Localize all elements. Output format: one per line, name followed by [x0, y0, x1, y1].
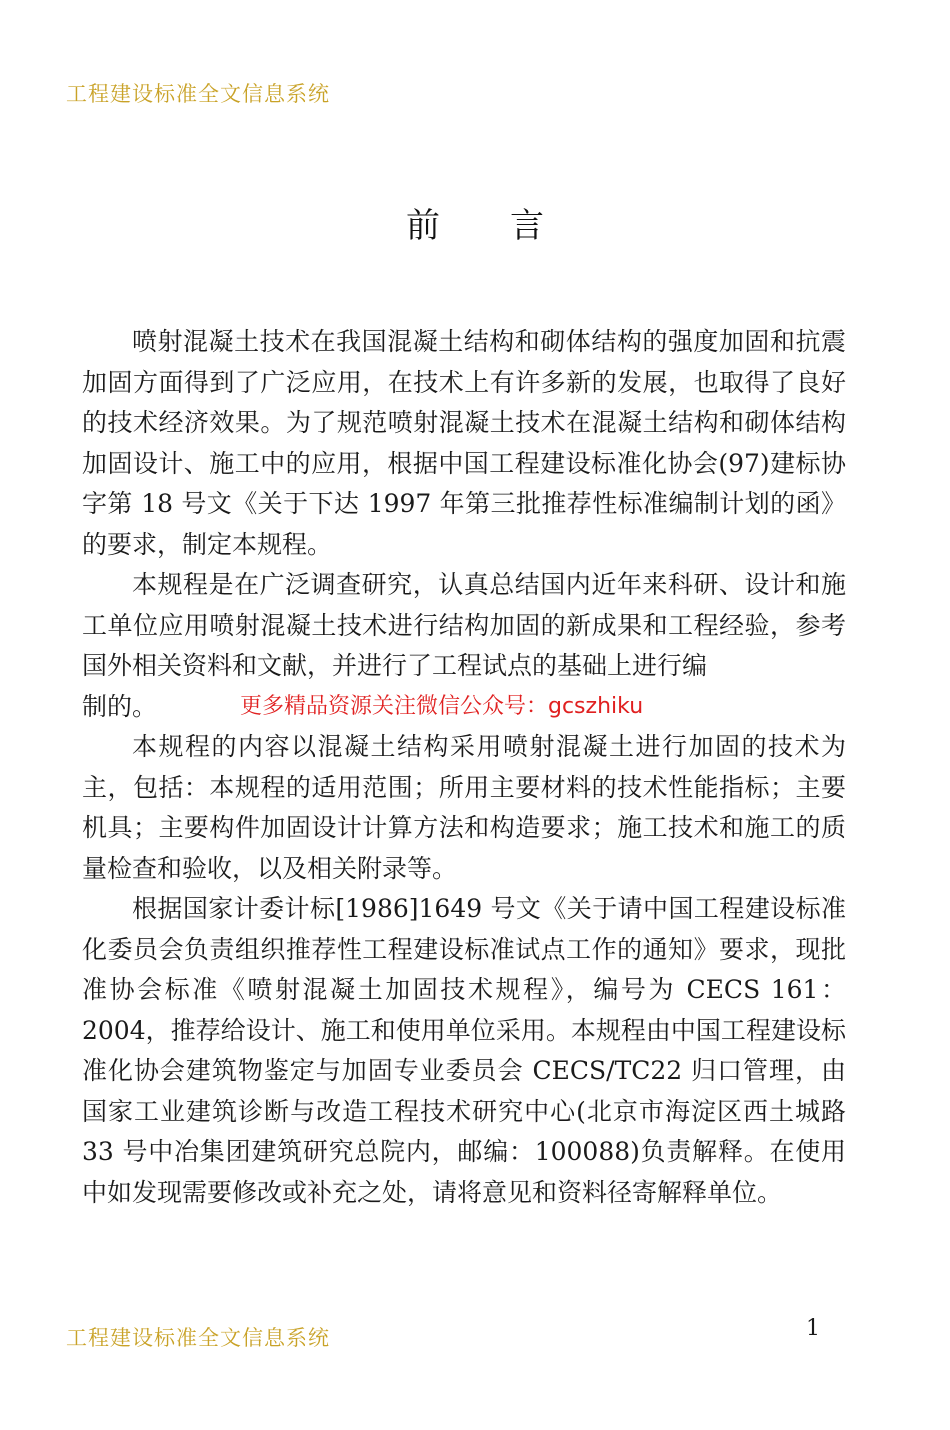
paragraph-4: 根据国家计委计标[1986]1649 号文《关于请中国工程建设标准化委员会负责组织推荐性工程建设标准试点工作的通知》要求，现批准协会标准《喷射混凝土加固技术规程》，编号为 CECS 161：2004，推荐给设计、施工和使用单位采用。本规程由中国工程建设标准化协会建筑物鉴定与加固专业委员会 CECS/TC22 归口管理，由国家工业建筑诊断与改造工程技术研究中心(北京市海淀区西土城路 33 号中冶集团建筑研究总院内，邮编：100088)负责解释。在使用中如发现需要修改或补充之处，请将意见和资料径寄解释单位。	[82, 894, 846, 1207]
watermark-text: 更多精品资源关注微信公众号：gcszhiku	[240, 693, 644, 719]
header-system-name: 工程建设标准全文信息系统	[66, 82, 330, 106]
footer-system-name: 工程建设标准全文信息系统	[66, 1326, 330, 1350]
paragraph-2-tail: 制的。	[82, 691, 158, 721]
body-text	[82, 322, 846, 1213]
page-number: 1	[806, 1316, 820, 1341]
paragraph-1: 喷射混凝土技术在我国混凝土结构和砌体结构的强度加固和抗震加固方面得到了广泛应用，在技术上有许多新的发展，也取得了良好的技术经济效果。为了规范喷射混凝土技术在混凝土结构和砌体结构加固设计、施工中的应用，根据中国工程建设标准化协会(97)建标协字第 18 号文《关于下达 1997 年第三批推荐性标准编制计划的函》的要求，制定本规程。	[82, 327, 846, 559]
paragraph-3: 本规程的内容以混凝土结构采用喷射混凝土进行加固的技术为主，包括：本规程的适用范围；所用主要材料的技术性能指标；主要机具；主要构件加固设计计算方法和构造要求；施工技术和施工的质量检查和验收，以及相关附录等。	[82, 732, 846, 883]
page-title: 前言	[406, 206, 614, 246]
paragraph-2-tail-line	[82, 687, 846, 728]
paragraph-2: 本规程是在广泛调查研究，认真总结国内近年来科研、设计和施工单位应用喷射混凝土技术进行结构加固的新成果和工程经验，参考国外相关资料和文献，并进行了工程试点的基础上进行编	[82, 570, 846, 680]
